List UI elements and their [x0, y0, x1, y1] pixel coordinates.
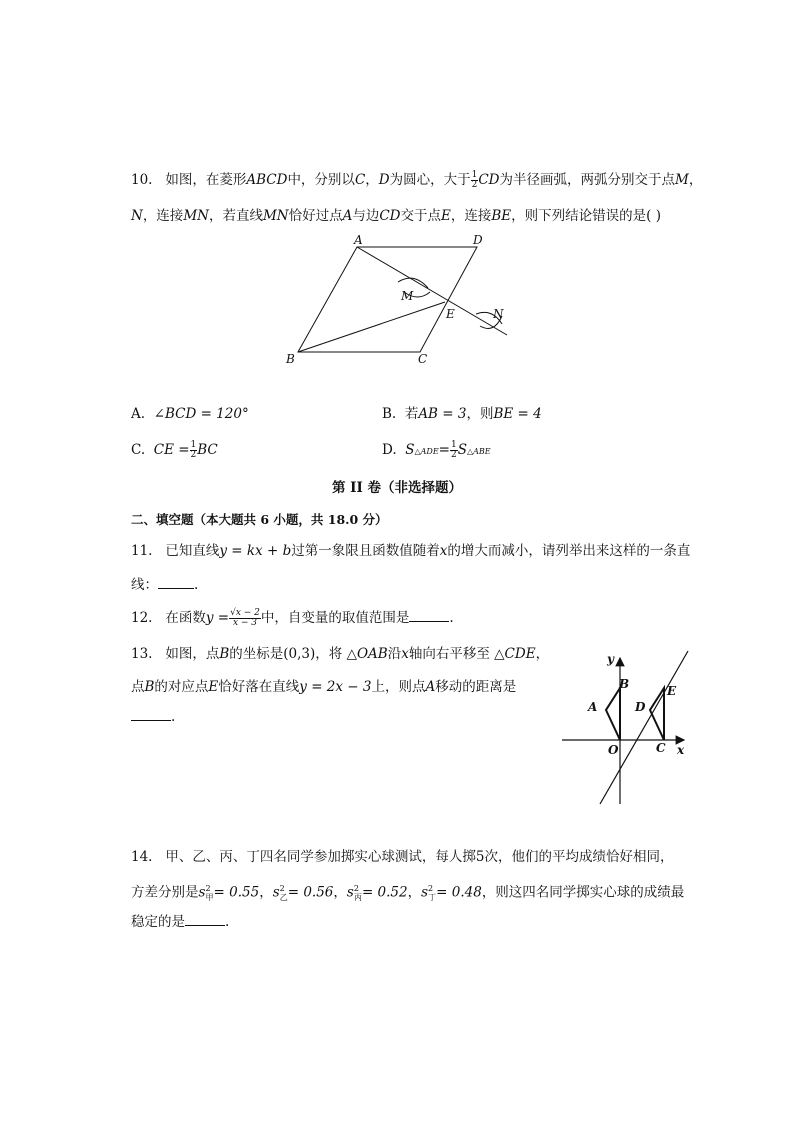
q13-text: 轴向右平移至 △	[408, 646, 505, 662]
q11-var-x: x	[439, 543, 448, 559]
q10-text: ，则下列结论错误的是( )	[511, 208, 661, 224]
q13-number: 13.	[131, 646, 153, 662]
q13-text: 恰好落在直线	[218, 679, 300, 695]
q10-comma: ，	[688, 172, 703, 188]
q11-text: 已知直线	[165, 543, 220, 559]
q10-var-cd: CD	[478, 172, 500, 188]
q14-s: s	[198, 884, 206, 901]
label-x: x	[677, 743, 685, 757]
q13-period: .	[171, 709, 176, 725]
q10-half-fraction: $\frac{1}{2}$	[471, 170, 478, 190]
option-d-s: S	[405, 442, 415, 458]
q13-coordinate-figure	[560, 648, 695, 810]
q14-answer-blank[interactable]	[185, 913, 225, 926]
q10-text: 与边	[352, 208, 380, 224]
q10-text: 恰好过点	[288, 208, 343, 224]
q10-text: ，连接	[450, 208, 492, 224]
q10-var-e: E	[441, 208, 451, 224]
label-d: D	[473, 233, 483, 247]
q10-option-b	[382, 405, 542, 423]
q13-answer-blank[interactable]	[131, 708, 171, 721]
q11-number: 11.	[131, 543, 153, 559]
option-d-prefix: D.	[382, 442, 397, 458]
option-d-sub-ade: △ADE	[414, 447, 439, 456]
q13-line1	[131, 645, 549, 663]
option-c-prefix: C.	[131, 442, 146, 458]
q10-var-c: C	[354, 172, 366, 188]
label-n: N	[493, 307, 504, 321]
rhombus-abcd	[298, 247, 477, 352]
q10-var-a: A	[342, 208, 353, 224]
q13-var-a: A	[425, 679, 436, 695]
q11-line1	[131, 542, 690, 560]
q14-sup: 2	[279, 884, 285, 893]
q10-var-d: D	[378, 172, 390, 188]
label-d: D	[635, 700, 646, 714]
q10-var-m: M	[675, 172, 689, 188]
q13-coord: (0,3)	[283, 646, 316, 662]
q14-s: s	[272, 884, 280, 901]
label-b: B	[619, 677, 630, 691]
q13-text: 的坐标是	[229, 646, 284, 662]
triangle-oab	[606, 688, 620, 740]
q13-text: 如图，点	[165, 646, 220, 662]
q10-text: 中，分别以	[287, 172, 355, 188]
option-c-right: BC	[197, 442, 218, 458]
label-c: C	[418, 352, 428, 366]
q13-var-b: B	[144, 679, 155, 695]
q13-text: ，	[535, 646, 550, 662]
q11-equation: y = kx + b	[219, 543, 292, 559]
q14-line2	[131, 880, 684, 907]
q14-sup: 2	[205, 884, 211, 893]
q12-number: 12.	[131, 610, 153, 626]
q10-number: 10.	[131, 172, 153, 188]
q13-text: 沿	[387, 646, 402, 662]
option-d-eq: =	[438, 442, 450, 458]
option-b-text: ，则	[466, 406, 494, 422]
q10-text: 如图，在菱形	[165, 172, 247, 188]
label-o: O	[608, 743, 619, 757]
q14-text: ，则这四名同学掷实心球的成绩最	[481, 884, 685, 901]
q14-sub-jia: 甲	[205, 893, 214, 903]
q12-period: .	[449, 610, 454, 626]
q14-s: s	[421, 884, 429, 901]
q10-text: ，若直线	[208, 208, 263, 224]
q14-text: 甲、乙、丙、丁四名同学参加掷实心球测试，每人掷5次，他们的平均成绩恰好相同，	[165, 849, 674, 865]
q13-var-oab: OAB	[356, 646, 388, 662]
q14-sep: ，	[259, 884, 273, 901]
label-m: M	[401, 289, 414, 303]
label-c: C	[656, 741, 666, 755]
option-b-ab: AB = 3	[418, 406, 467, 422]
q10-var-mn: MN	[183, 208, 209, 224]
q11-text: 的增大而减小，请列举出来这样的一条直	[447, 543, 691, 559]
q13-line3	[131, 708, 175, 726]
q14-sep: ，	[333, 884, 347, 901]
q14-line3	[131, 913, 229, 931]
q12-line	[131, 609, 454, 628]
q12-text: 中，自变量的取值范围是	[260, 610, 410, 626]
option-a-text: ∠BCD = 120°	[153, 406, 249, 422]
q10-text: 交于点	[400, 208, 441, 224]
q13-equation: y = 2x − 3	[299, 679, 372, 695]
q13-var-x: x	[401, 646, 409, 662]
option-b-be: BE = 4	[493, 406, 542, 422]
q14-value-ding: = 0.48	[436, 884, 482, 901]
q14-value-yi: = 0.56	[287, 884, 334, 901]
segment-be	[298, 302, 445, 352]
q14-s: s	[346, 884, 354, 901]
q14-sup: 2	[428, 884, 434, 893]
q10-line2	[131, 207, 661, 225]
q12-fraction: $\frac{√x - 2}{x - 3}$	[230, 608, 260, 628]
q10-option-a	[131, 405, 249, 423]
q11-line2	[131, 576, 198, 594]
q14-value-jia: = 0.55	[213, 884, 260, 901]
q10-var-n: N	[131, 208, 143, 224]
option-c-left: CE =	[153, 442, 190, 458]
option-b-prefix: B.	[382, 406, 397, 422]
q14-value-bing: = 0.52	[361, 884, 408, 901]
option-a-prefix: A.	[131, 406, 146, 422]
q14-text: 稳定的是	[131, 914, 185, 930]
label-e: E	[446, 307, 455, 321]
q13-var-e: E	[208, 679, 219, 695]
q10-comma: ，	[365, 172, 379, 188]
option-d-sub-abe: △ABE	[466, 447, 491, 456]
q13-text: 的对应点	[154, 679, 209, 695]
q12-answer-blank[interactable]	[409, 609, 449, 622]
q12-text: 在函数	[165, 610, 206, 626]
q11-text: 线：	[131, 577, 158, 593]
q10-var-be: BE	[491, 208, 512, 224]
label-b: B	[286, 352, 295, 366]
q14-sup: 2	[353, 884, 359, 893]
part2-heading: 二、填空题（本大题共 6 小题，共 18.0 分）	[131, 512, 388, 527]
label-a: A	[354, 233, 363, 247]
q10-rhombus-figure	[280, 230, 520, 370]
q13-line2	[131, 678, 516, 696]
option-c-fraction: $\frac{1}{2}$	[190, 440, 197, 460]
q14-line1	[131, 848, 673, 866]
line-mn	[357, 247, 507, 335]
q11-period: .	[194, 577, 199, 593]
label-e: E	[667, 684, 677, 698]
q14-sub-bing: 丙	[353, 893, 362, 903]
q10-line1	[131, 171, 702, 190]
label-y: y	[607, 652, 614, 666]
q14-number: 14.	[131, 849, 153, 865]
q10-text: 为半径画弧，两弧分别交于点	[499, 172, 675, 188]
q11-answer-blank[interactable]	[158, 576, 194, 589]
option-d-fraction: $\frac{1}{2}$	[450, 440, 457, 460]
label-a: A	[588, 700, 598, 714]
q14-sep: ，	[407, 884, 422, 901]
q14-period: .	[225, 914, 230, 930]
option-d-s: S	[457, 442, 467, 458]
q12-y: y =	[205, 610, 230, 626]
q13-var-b: B	[219, 646, 230, 662]
q14-sub-ding: 丁	[428, 893, 437, 903]
q13-text: 上，则点	[371, 679, 426, 695]
section-title: 第 II 卷（非选择题）	[331, 480, 463, 496]
q10-option-c	[131, 441, 218, 460]
q10-text: ，连接	[142, 208, 184, 224]
q13-text: 点	[131, 679, 145, 695]
q10-var-abcd: ABCD	[246, 172, 288, 188]
q14-text: 方差分别是	[131, 884, 199, 901]
q14-sub-yi: 乙	[279, 893, 288, 903]
q11-text: 过第一象限且函数值随着	[291, 543, 440, 559]
q10-option-d	[382, 441, 491, 461]
option-b-text: 若	[404, 406, 419, 422]
q13-var-cde: CDE	[504, 646, 536, 662]
q10-var-mn: MN	[262, 208, 289, 224]
q10-text: 为圆心，大于	[389, 172, 471, 188]
q13-text: 移动的距离是	[435, 679, 517, 695]
q13-text: ，将 △	[315, 646, 357, 662]
q10-var-cd: CD	[379, 208, 401, 224]
